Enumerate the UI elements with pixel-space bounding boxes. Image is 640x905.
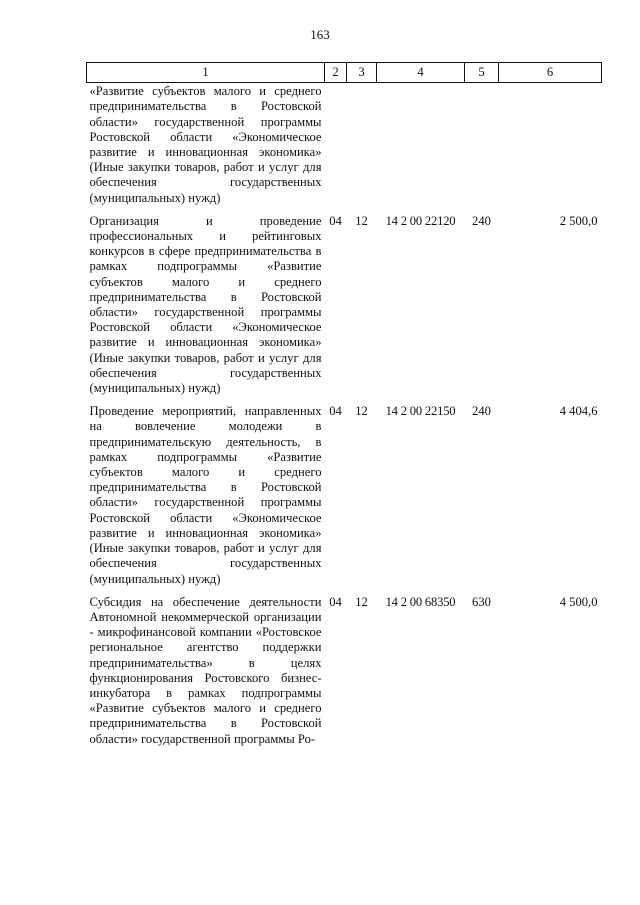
table-row bbox=[87, 213, 602, 403]
budget-table bbox=[86, 62, 602, 754]
row-target-article: 14 2 00 22120 bbox=[385, 213, 456, 228]
row-expense-type bbox=[465, 83, 499, 213]
column-header-6: 6 bbox=[499, 63, 602, 83]
row-amount: 4 500,0 bbox=[559, 594, 598, 609]
column-header-4: 4 bbox=[377, 63, 465, 83]
row-description: Организация и проведение профессиональных и рейтинговых конкурсов в сфере предпринимательства в рамках подпрограммы «Развитие субъектов малого и среднего предпринимательства в Ростовской области» государственной программы Ростовской области «Экономическое развитие и инновационная экономика» (Иные закупки товаров, работ и услуг для обеспечения государственных (муниципальных) нужд) bbox=[89, 213, 322, 396]
row-amount: 2 500,0 bbox=[559, 213, 598, 228]
row-amount: 4 404,6 bbox=[559, 404, 598, 419]
row-description: «Развитие субъектов малого и среднего предпринимательства в Ростовской области» государственной программы Ростовской области «Экономическое развитие и инновационная экономика» (Иные закупки товаров, работ и услуг для обеспечения государственных (муниципальных) нужд) bbox=[89, 84, 322, 205]
row-subsection-code: 12 bbox=[355, 213, 368, 228]
row-target-article: 14 2 00 68350 bbox=[385, 594, 456, 609]
row-target-article: 14 2 00 22150 bbox=[385, 404, 456, 419]
row-section-code bbox=[325, 83, 347, 213]
table-body bbox=[87, 83, 602, 754]
row-section-code: 04 bbox=[329, 404, 342, 419]
header-row bbox=[87, 63, 602, 83]
row-expense-type: 240 bbox=[472, 213, 491, 228]
row-section-code: 04 bbox=[329, 594, 342, 609]
row-expense-type: 630 bbox=[472, 594, 491, 609]
table-row bbox=[87, 83, 602, 213]
column-header-3: 3 bbox=[347, 63, 377, 83]
row-target-article bbox=[377, 83, 465, 213]
table-row bbox=[87, 594, 602, 754]
column-header-1: 1 bbox=[87, 63, 325, 83]
table-row bbox=[87, 403, 602, 593]
row-section-code: 04 bbox=[329, 213, 342, 228]
row-expense-type: 240 bbox=[472, 404, 491, 419]
row-description: Проведение мероприятий, направленных на вовлечение молодежи в предпринимательскую деятельность, в рамках подпрограммы «Развитие субъектов малого и среднего предпринимательства в Ростовской области» государственной программы Ростовской области «Экономическое развитие и инновационная экономика» (Иные закупки товаров, работ и услуг для обеспечения государственных (муниципальных) нужд) bbox=[89, 404, 322, 586]
row-subsection-code: 12 bbox=[355, 404, 368, 419]
row-amount bbox=[499, 83, 602, 213]
row-subsection-code bbox=[347, 83, 377, 213]
row-description: Субсидия на обеспечение деятельности Автономной некоммерческой организации - микрофинансовой компании «Ростовское региональное агентство поддержки предпринимательства» в целях функционирования Ростовского бизнес-инкубатора в рамках подпрограммы «Развитие субъектов малого и среднего предпринимательства в Ростовской области» государственной программы Ро- bbox=[89, 594, 322, 746]
column-header-5: 5 bbox=[465, 63, 499, 83]
row-subsection-code: 12 bbox=[355, 594, 368, 609]
table-header bbox=[87, 63, 602, 83]
page-number: 163 bbox=[310, 27, 330, 42]
column-header-2: 2 bbox=[325, 63, 347, 83]
